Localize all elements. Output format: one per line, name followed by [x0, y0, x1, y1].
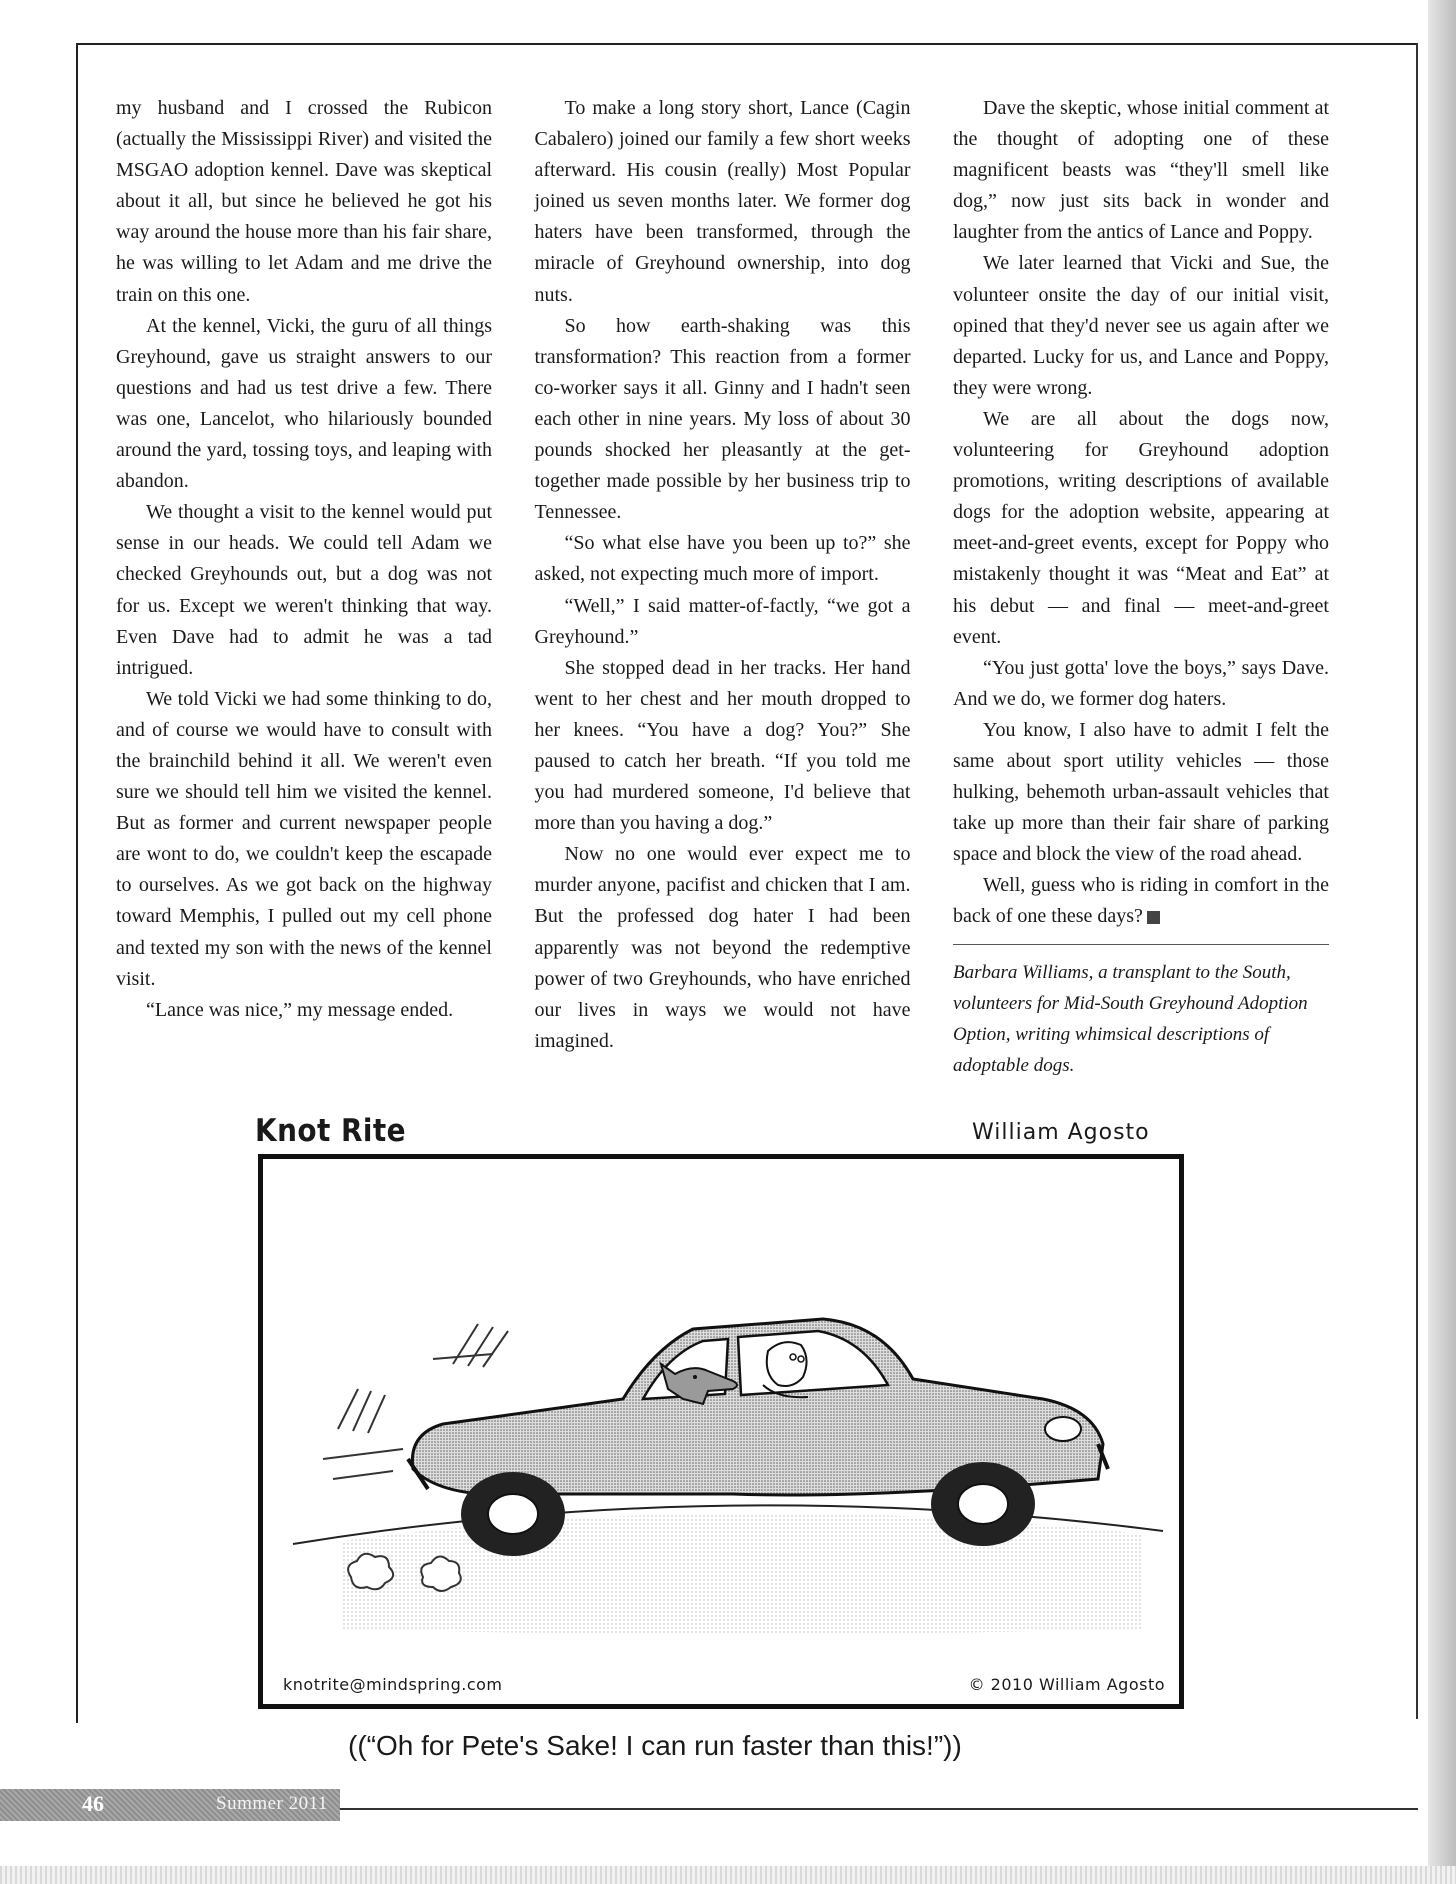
article-body — [116, 93, 1329, 1083]
footer-rule — [340, 1808, 1418, 1810]
scan-bottom-noise — [0, 1866, 1456, 1884]
paragraph: At the kennel, Vicki, the guru of all things Greyhound, gave us straight answers to our questions and had us test drive a few. There was one, Lancelot, who hilariously bounded around the yard, tossing toys, and leaping with abandon. — [116, 314, 492, 493]
author-bio: Barbara Williams, a transplant to the South, volunteers for Mid-South Greyhound Adoption Option, writing whimsical descriptions of adoptable dogs. — [953, 961, 1308, 1076]
bio-divider — [953, 944, 1329, 945]
scan-edge-shadow — [1428, 0, 1456, 1884]
paragraph-text: Well, guess who is riding in comfort in the back of one these days? — [953, 874, 1329, 928]
paragraph: She stopped dead in her tracks. Her hand went to her chest and her mouth dropped to her knees. “You have a dog? You?” She paused to catch her breath. “If you told me you had murdered someone, I'd believe that more than you having a dog.” — [534, 656, 911, 835]
article-column-2 — [535, 93, 911, 1083]
paragraph: So how earth-shaking was this transformation? This reaction from a former co-worker says it all. Ginny and I hadn't seen each other in nine years. My loss of about 30 pounds shocked her pleasantly at the get-together made possible by her business trip to Tennessee. — [534, 314, 911, 524]
paragraph: We are all about the dogs now, volunteering for Greyhound adoption promotions, writing descriptions of available dogs for the adoption website, appearing at meet-and-greet events, except for Poppy who mistakenly thought it was “Meat and Eat” at his debut — and final — meet-and-greet event. — [953, 407, 1329, 648]
paragraph: Dave the skeptic, whose initial comment at the thought of adopting one of these magnificent beasts was “they'll smell like dog,” now just sits back in wonder and laughter from the antics of Lance and Poppy. — [953, 97, 1329, 244]
paragraph: We later learned that Vicki and Sue, the volunteer onsite the day of our initial visit, opined that they'd never see us again after we departed. Lucky for us, and Lance and Poppy, they were wrong. — [953, 252, 1329, 399]
driver-head — [767, 1342, 807, 1386]
paragraph: You know, I also have to admit I felt the same about sport utility vehicles — those hulking, behemoth urban-assault vehicles that take up more than their fair share of parking space and block the view of the road ahead. — [953, 718, 1329, 866]
paragraph: “Lance was nice,” my message ended. — [146, 998, 454, 1021]
cartoon-email: knotrite@mindspring.com — [283, 1675, 503, 1694]
paragraph: “You just gotta' love the boys,” says Dave. And we do, we former dog haters. — [953, 656, 1329, 710]
article-column-1 — [116, 93, 492, 1083]
cartoon-panel — [258, 1154, 1184, 1709]
paragraph-last — [953, 870, 1329, 932]
cartoon-title: Knot Rite — [255, 1113, 407, 1149]
car-front-wheel — [931, 1462, 1035, 1546]
paragraph: We thought a visit to the kennel would put sense in our heads. We could tell Adam we checked Greyhounds out, but a dog was not for us. Except we weren't thinking that way. Even Dave had to admit he was a tad intrigued. — [116, 501, 492, 679]
cartoon-caption: ((“Oh for Pete's Sake! I can run faster than this!”)) — [348, 1730, 962, 1761]
car-headlight — [1045, 1417, 1081, 1441]
cartoon-artist: William Agosto — [972, 1120, 1150, 1145]
car-rear-wheel — [461, 1472, 565, 1556]
paragraph: “Well,” I said matter-of-factly, “we got a Greyhound.” — [534, 594, 911, 648]
ground-shading — [343, 1513, 1143, 1634]
end-of-article-icon — [1147, 911, 1160, 924]
page-number: 46 — [82, 1791, 104, 1816]
issue-label: Summer 2011 — [216, 1793, 328, 1814]
car-drawing — [263, 1159, 1179, 1704]
paragraph: Now no one would ever expect me to murder anyone, pacifist and chicken that I am. But the professed dog hater I had been apparently was not beyond the redemptive power of two Greyhounds, who have enriched our lives in ways we would not have imagined. — [534, 843, 911, 1052]
page-frame-right-rule — [1416, 43, 1418, 1719]
paragraph: To make a long story short, Lance (Cagin Cabalero) joined our family a few short weeks afterward. His cousin (really) Most Popular joined us seven months later. We former dog haters have been transformed, through the miracle of Greyhound ownership, into dog nuts. — [534, 97, 911, 306]
article-column-3 — [953, 93, 1329, 1083]
paragraph: “So what else have you been up to?” she asked, not expecting much more of import. — [534, 532, 911, 586]
paragraph: my husband and I crossed the Rubicon (actually the Mississippi River) and visited the MSGAO adoption kennel. Dave was skeptical about it all, but since he believed he got his way around the house more than his fair share, he was willing to let Adam and me drive the train on this one. — [116, 97, 492, 306]
paragraph: We told Vicki we had some thinking to do, and of course we would have to consult with the brainchild behind it all. We weren't even sure we should tell him we visited the kennel. But as former and current newspaper people are wont to do, we couldn't keep the escapade to ourselves. As we got back on the highway toward Memphis, I pulled out my cell phone and texted my son with the news of the kennel visit. — [116, 687, 492, 990]
cartoon-copyright: © 2010 William Agosto — [968, 1675, 1165, 1694]
